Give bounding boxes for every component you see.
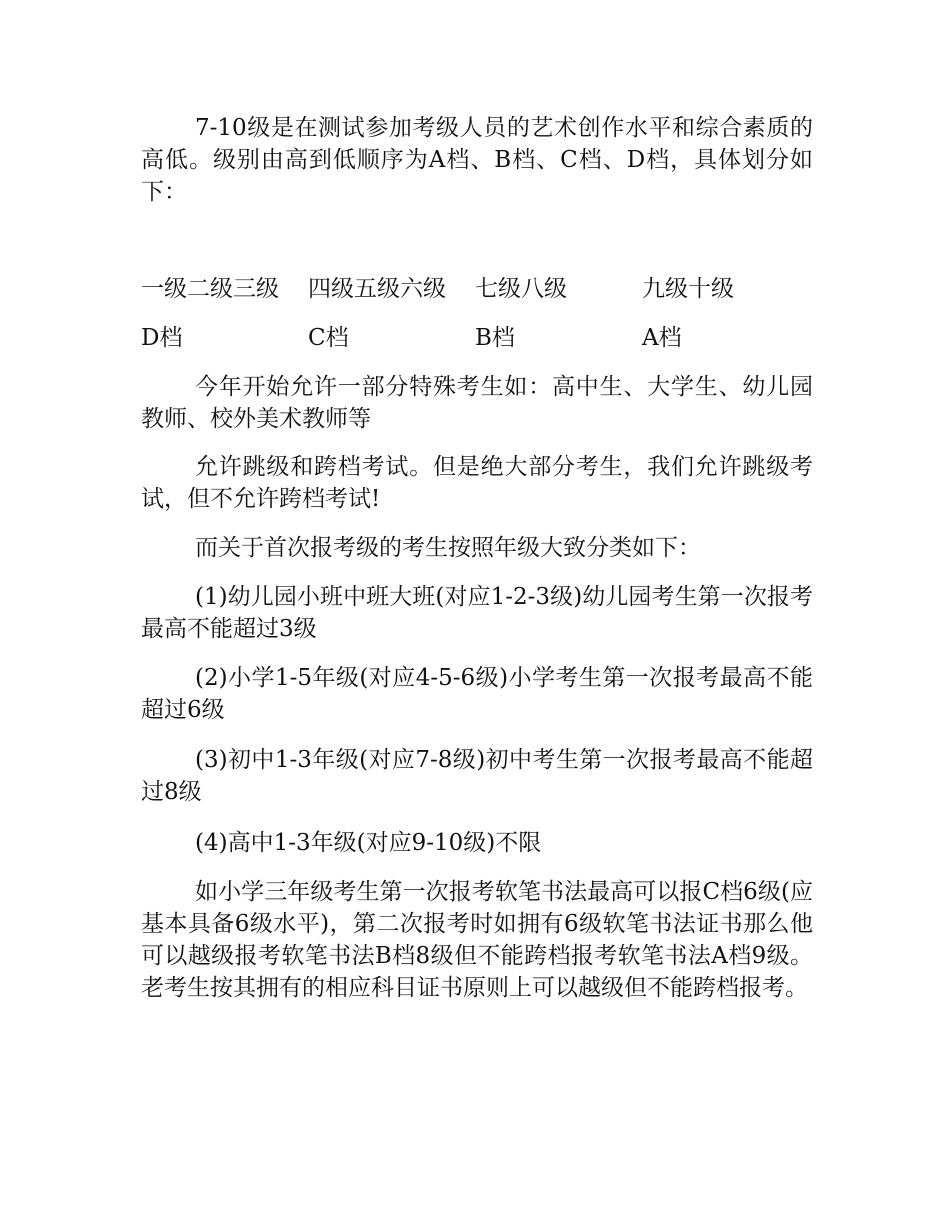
paragraph-text: 今年开始允许一部分特殊考生如：高中生、大学生、幼儿园教师、校外美术教师等 [141, 374, 813, 432]
levels-cell-2: 四级五级六级 [308, 276, 446, 302]
levels-row [141, 273, 813, 305]
paragraph-text: 而关于首次报考级的考生按照年级大致分类如下： [195, 535, 701, 561]
paragraph-skip-rules [141, 451, 813, 515]
list-item: (4)高中1-3年级(对应9-10级)不限 [195, 830, 542, 856]
levels-cell-3: 七级八级 [475, 276, 567, 302]
paragraph-text: 如小学三年级考生第一次报考软笔书法最高可以报C档6级(应基本具备6级水平)，第二次报考时如拥有6级软笔书法证书那么他可以越级报考软笔书法B档8级但不能跨档报考软笔书法A档9级。老考生按其拥有的相应科目证书原则上可以越级但不能跨档报考。 [141, 879, 813, 1001]
grade-cell-d: D档 [141, 325, 183, 351]
list-item-primary [141, 662, 813, 726]
list-item-senior-high [141, 827, 813, 859]
list-item-kindergarten [141, 581, 813, 645]
list-item: (2)小学1-5年级(对应4-5-6级)小学考生第一次报考最高不能超过6级 [141, 665, 813, 723]
intro-block [141, 112, 813, 208]
list-item: (1)幼儿园小班中班大班(对应1-2-3级)幼儿园考生第一次报考最高不能超过3级 [141, 584, 813, 642]
grade-cell-c: C档 [308, 325, 349, 351]
grade-cell-a: A档 [642, 325, 682, 351]
levels-cell-4: 九级十级 [642, 276, 734, 302]
paragraph-text: 允许跳级和跨档考试。但是绝大部分考生，我们允许跳级考试，但不允许跨档考试! [141, 454, 813, 512]
list-item-junior-high [141, 744, 813, 808]
list-item: (3)初中1-3年级(对应7-8级)初中考生第一次报考最高不能超过8级 [141, 747, 813, 805]
paragraph-special-candidates [141, 371, 813, 435]
grade-cell-b: B档 [475, 325, 515, 351]
intro-paragraph: 7-10级是在测试参加考级人员的艺术创作水平和综合素质的高低。级别由高到低顺序为A档、B档、C档、D档，具体划分如下： [141, 115, 813, 205]
paragraph-example [141, 876, 813, 1004]
grades-row [141, 322, 813, 354]
paragraph-first-time-intro [141, 532, 813, 564]
levels-cell-1: 一级二级三级 [141, 276, 279, 302]
